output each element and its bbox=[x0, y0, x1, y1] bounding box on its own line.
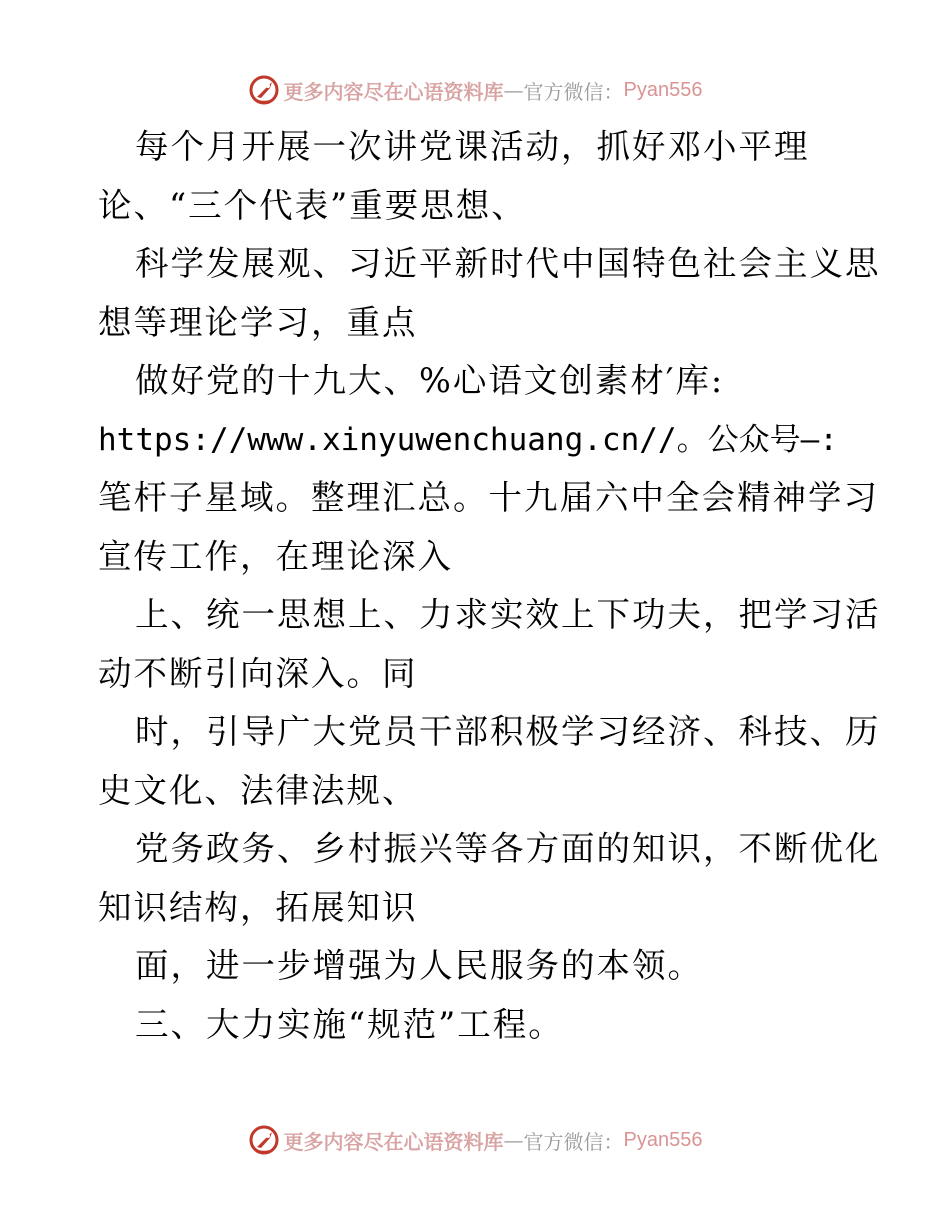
body-line: 想等理论学习，重点 bbox=[98, 302, 418, 342]
body-line: 做好党的十九大、%心语文创素材′库: bbox=[135, 361, 725, 400]
footer-watermark bbox=[0, 1120, 950, 1160]
watermark-wechat-label: 官方微信： bbox=[523, 79, 624, 104]
watermark-main-text: 更多内容尽在心语资料库 bbox=[283, 79, 504, 104]
body-line: 动不断引向深入。同 bbox=[98, 653, 418, 693]
body-line-url: https://www.xinyuwenchuang.cn//。公众号—: bbox=[98, 421, 838, 458]
body-line: 笔杆子星域。整理汇总。十九届六中全会精神学习 bbox=[98, 478, 879, 517]
watermark-wechat-label: 官方微信： bbox=[523, 1129, 624, 1154]
body-line: 党务政务、乡村振兴等各方面的知识，不断优化 bbox=[135, 829, 881, 868]
body-line: 面，进一步增强为人民服务的本领。 bbox=[135, 946, 703, 985]
body-line: 时，引导广大党员干部积极学习经济、科技、历 bbox=[135, 712, 881, 751]
body-line: 论、“三个代表”重要思想、 bbox=[98, 185, 527, 225]
pen-nib-circle-icon bbox=[248, 74, 280, 106]
body-line: 上、统一思想上、力求实效上下功夫，把学习活 bbox=[135, 595, 881, 634]
body-line: 每个月开展一次讲党课活动，抓好邓小平理 bbox=[135, 127, 810, 166]
document-body bbox=[98, 118, 881, 1054]
watermark-dash: — bbox=[503, 78, 524, 102]
watermark-main-text: 更多内容尽在心语资料库 bbox=[283, 1129, 504, 1154]
body-line: 科学发展观、习近平新时代中国特色社会主义思 bbox=[135, 244, 881, 283]
body-line: 史文化、法律法规、 bbox=[98, 770, 418, 810]
watermark-dash: — bbox=[503, 1128, 524, 1152]
watermark-wechat-id: Pyan556 bbox=[623, 78, 703, 101]
watermark-wechat-id: Pyan556 bbox=[623, 1128, 703, 1151]
body-line: 三、大力实施“规范”工程。 bbox=[135, 1004, 564, 1044]
body-line: 宣传工作，在理论深入 bbox=[98, 536, 453, 576]
pen-nib-circle-icon bbox=[248, 1124, 280, 1156]
body-line: 知识结构，拓展知识 bbox=[98, 887, 418, 927]
header-watermark bbox=[0, 70, 950, 110]
